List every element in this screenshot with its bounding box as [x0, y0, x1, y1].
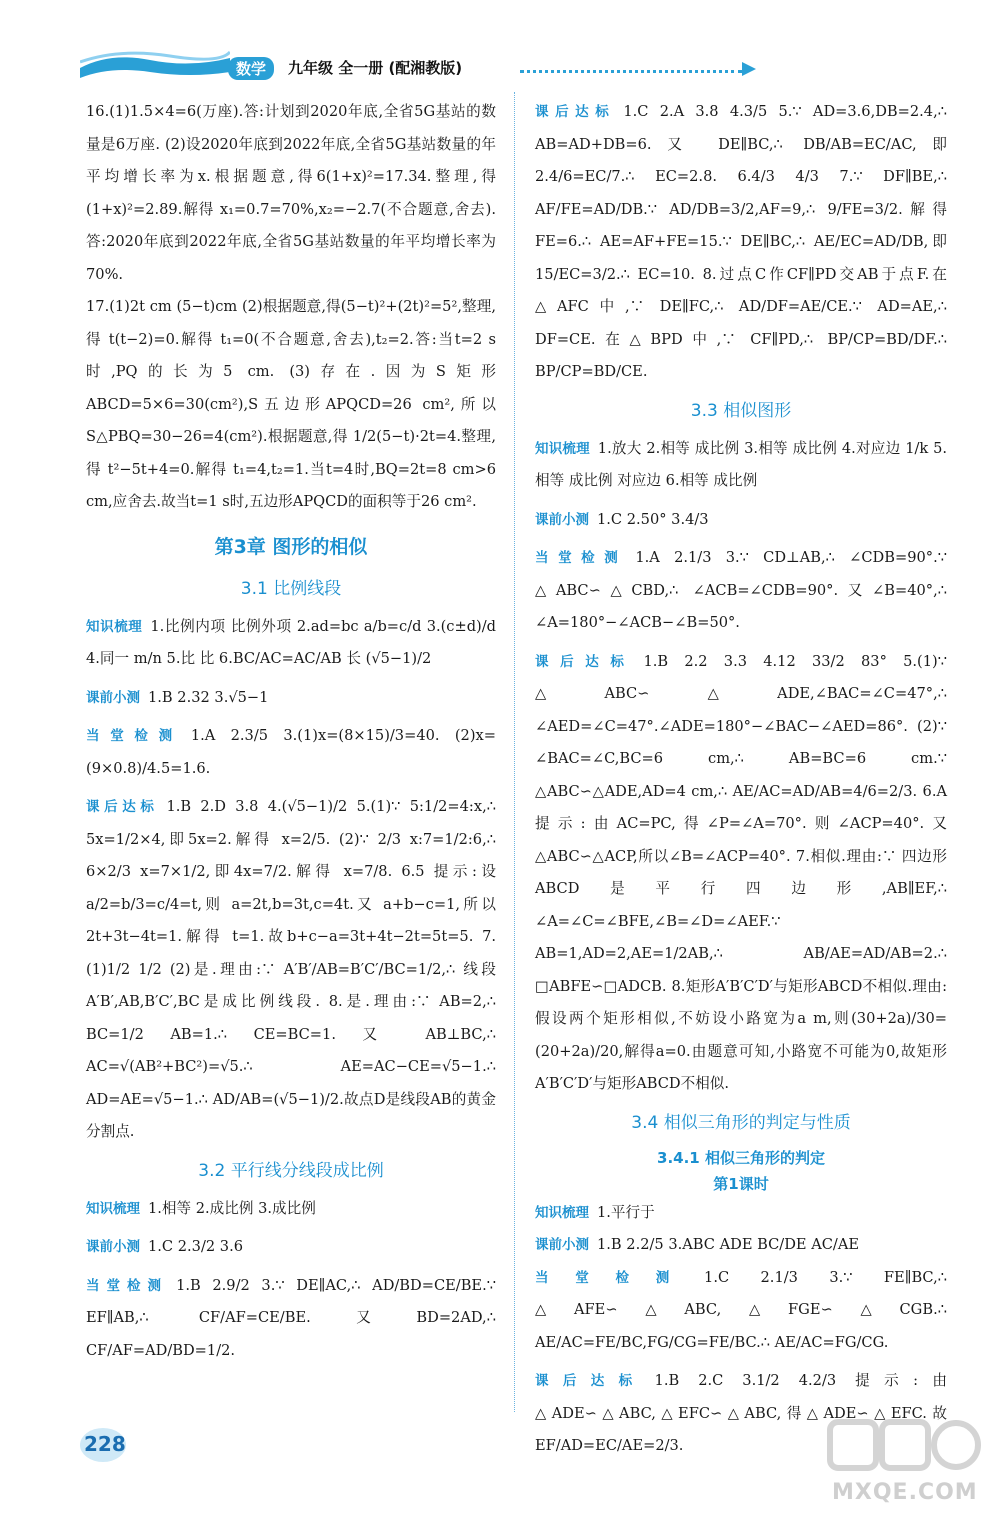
left-column [86, 96, 496, 1367]
label-pretest: 课前小测 [535, 1237, 589, 1253]
section-3-1-title: 3.1 比例线段 [240, 578, 342, 599]
label-classcheck: 当堂检测 [86, 1277, 169, 1294]
s32-pretest: 课前小测 1.C 2.3/2 3.6 [86, 1238, 243, 1255]
label-pretest: 课前小测 [86, 1239, 140, 1255]
s34-classcheck: 当堂检测 1.C 2.1/3 3.∵ FE∥BC,∴ △AFE∽△ABC,△FGE∽△CGB.∴ AE/AC=FE/BC,FG/CG=FE/BC.∴ AE/AC=FG/CG. [535, 1268, 948, 1351]
section-3-3-title: 3.3 相似图形 [690, 400, 792, 421]
header-title: 九年级 全一册 (配湘教版) [288, 59, 463, 77]
s31-homework: 课后达标 1.B 2.D 3.8 4.(√5−1)/2 5.(1)∵ 5:1/2=4:x,∴ 5x=1/2×4,即5x=2.解得 x=2/5. (2)∵ 2/3 x:7=1/2:6,∴ 6×2/3 x=7×1/2,即4x=7/2.解得 x=7/8. 6.5 提示:设a/2=b/3=c/4=t,则 a=2t,b=3t,c=4t.又 a+b−c=1,所以2t+3t−4t=1.解得 t=1.故b+c−a=3t+4t−2t=5t=5. 7.(1)1/2 1/2 (2)是.理由:∵ A′B′/AB=B′C′/BC=1/2,∴ 线段A′B′,AB,B′C′,BC是成比例线段. 8.是.理由:∵ AB=2,∴ BC=1/2 AB=1.∴ CE=BC=1. 又 AB⊥BC,∴ AC=√(AB²+BC²)=√5.∴ AE=AC−CE=√5−1.∴ AD=AE=√5−1.∴ AD/AB=(√5−1)/2.故点D是线段AB的黄金分割点. [86, 798, 496, 1140]
label-knowledge: 知识梳理 [535, 1204, 589, 1221]
s33-pretest: 课前小测 1.C 2.50° 3.4/3 [535, 510, 709, 528]
label-knowledge: 知识梳理 [535, 440, 590, 457]
answer-17: 17.(1)2t cm (5−t)cm (2)根据题意,得(5−t)²+(2t)²=5²,整理,得 t(t−2)=0.解得 t₁=0(不合题意,舍去),t₂=2.答:当t=2 s时,PQ的长为5 cm. (3)存在.因为S矩形ABCD=5×6=30(cm²),S五边形APQCD=26 cm²,所以S△PBQ=30−26=4(cm²).根据题意,得 1/2(5−t)·2t=4.整理,得 t²−5t+4=0.解得 t₁=4,t₂=1.当t=4时,BQ=2t=8 cm>6 cm,应舍去.故当t=1 s时,五边形APQCD的面积等于26 cm². [86, 298, 496, 510]
header-wave-icon [80, 48, 230, 82]
s34-knowledge: 知识梳理 1.平行于 [535, 1203, 655, 1221]
s33-classcheck: 当堂检测 1.A 2.1/3 3.∵ CD⊥AB,∴ ∠CDB=90°.∵ △ABC∽△CBD,∴ ∠ACB=∠CDB=90°.又∠B=40°,∴ ∠A=180°−∠ACB−∠B=50°. [535, 549, 947, 631]
column-divider [514, 92, 515, 1412]
section-3-4-title: 3.4 相似三角形的判定与性质 [631, 1112, 851, 1133]
chapter-title: 第3章 图形的相似 [214, 535, 368, 558]
s32-classcheck: 当堂检测 1.B 2.9/2 3.∵ DE∥AC,∴ AD/BD=CE/BE.∵ EF∥AB,∴ CF/AF=CE/BE.又BD=2AD,∴ CF/AF=AD/BD=1/2. [86, 1276, 496, 1359]
s33-knowledge: 知识梳理 1.放大 2.相等 成比例 3.相等 成比例 4.对应边 1/k 5.相等 成比例 对应边 6.相等 成比例 [535, 439, 948, 489]
section-3-2-title: 3.2 平行线分线段成比例 [198, 1160, 384, 1181]
label-knowledge: 知识梳理 [86, 618, 143, 635]
header-arrow-icon [742, 62, 756, 76]
s32-homework: 课后达标 1.C 2.A 3.8 4.3/5 5.∵ AD=3.6,DB=2.4,∴ AB=AD+DB=6.又 DE∥BC,∴ DB/AB=EC/AC,即2.4/6=EC/7.∴ EC=2.8. 6.4/3 4/3 7.∵ DF∥BE,∴ AF/FE=AD/DB.∵ AD/DB=3/2,AF=9,∴ 9/FE=3/2.解得 FE=6.∴ AE=AF+FE=15.∵ DE∥BC,∴ AE/EC=AD/DB,即15/EC=3/2.∴ EC=10. 8.过点C作CF∥PD交AB于点F.在△AFC中,∵ DE∥FC,∴ AD/DF=AE/CE.∵ AD=AE,∴ DF=CE.在△BPD中,∵ CF∥PD,∴ BP/CP=BD/DF.∴ BP/CP=BD/CE. [535, 103, 948, 380]
label-classcheck: 当堂检测 [535, 1269, 697, 1286]
header-dotted-line [520, 70, 742, 73]
label-homework: 课后达标 [535, 653, 636, 670]
label-knowledge: 知识梳理 [86, 1200, 140, 1217]
s33-homework: 课后达标 1.B 2.2 3.3 4.12 33/2 83° 5.(1)∵ △ABC∽△ADE,∠BAC=∠C=47°,∴ ∠AED=∠C=47°.∠ADE=180°−∠BAC−∠AED=86°. (2)∵ ∠BAC=∠C,BC=6 cm,∴ AB=BC=6 cm.∵ △ABC∽△ADE,AD=4 cm,∴ AE/AC=AD/AB=4/6=2/3. 6.A 提示:由AC=PC,得∠P=∠A=70°.则∠ACP=40°.又△ABC∽△ACP,所以∠B=∠ACP=40°. 7.相似.理由:∵ 四边形ABCD是平行四边形,AB∥EF,∴ ∠A=∠C=∠BFE,∠B=∠D=∠AEF.∵ AB=1,AD=2,AE=1/2AB,∴ AB/AE=AD/AB=2.∴ □ABFE∽□ADCB. 8.矩形A′B′C′D′与矩形ABCD不相似.理由:假设两个矩形相似,不妨设小路宽为a m,则(30+2a)/30=(20+2a)/20,解得a=0.由题意可知,小路宽不可能为0,故矩形A′B′C′D′与矩形ABCD不相似. [535, 652, 947, 1092]
label-pretest: 课前小测 [535, 511, 589, 528]
section-3-4-1-title: 3.4.1 相似三角形的判定 [657, 1148, 825, 1167]
lesson-title: 第1课时 [713, 1174, 769, 1193]
s31-knowledge: 知识梳理 1.比例内项 比例外项 2.ad=bc a/b=c/d 3.(c±d)/d 4.同一 m/n 5.比 比 6.BC/AC=AC/AB 长 (√5−1)/2 [86, 617, 497, 667]
s31-pretest: 课前小测 1.B 2.32 3.√5−1 [86, 688, 269, 706]
s34-homework: 课后达标 1.B 2.C 3.1/2 4.2/3 提示:由△ADE∽△ABC,△EFC∽△ABC,得△ADE∽△EFC.故EF/AD=EC/AE=2/3. [535, 1372, 948, 1454]
answer-16: 16.(1)1.5×4=6(万座).答:计划到2020年底,全省5G基站的数量是6万座. (2)设2020年底到2022年底,全省5G基站数量的年平均增长率为x.根据题意,得6(1+x)²=17.34.整理,得(1+x)²=2.89.解得 x₁=0.7=70%,x₂=−2.7(不合题意,舍去).答:2020年底到2022年底,全省5G基站数量的年平均增长率为70%. [86, 103, 496, 283]
page-header [80, 48, 720, 84]
label-homework: 课后达标 [535, 1373, 647, 1389]
label-homework: 课后达标 [86, 799, 159, 815]
right-column [535, 96, 947, 1463]
label-homework: 课后达标 [535, 104, 616, 120]
watermark-text: MXQE.COM [832, 1480, 978, 1505]
header-subject: 数学 [228, 57, 274, 80]
page-number: 228 [84, 1432, 126, 1456]
label-classcheck: 当堂检测 [86, 728, 183, 744]
s31-classcheck: 当堂检测 1.A 2.3/5 3.(1)x=(8×15)/3=40. (2)x=(9×0.8)/4.5=1.6. [86, 727, 496, 777]
label-classcheck: 当堂检测 [535, 550, 628, 566]
label-pretest: 课前小测 [86, 689, 140, 706]
s34-pretest: 课前小测 1.B 2.2/5 3.ABC ADE BC/DE AC/AE [535, 1236, 860, 1253]
s32-knowledge: 知识梳理 1.相等 2.成比例 3.成比例 [86, 1199, 316, 1217]
